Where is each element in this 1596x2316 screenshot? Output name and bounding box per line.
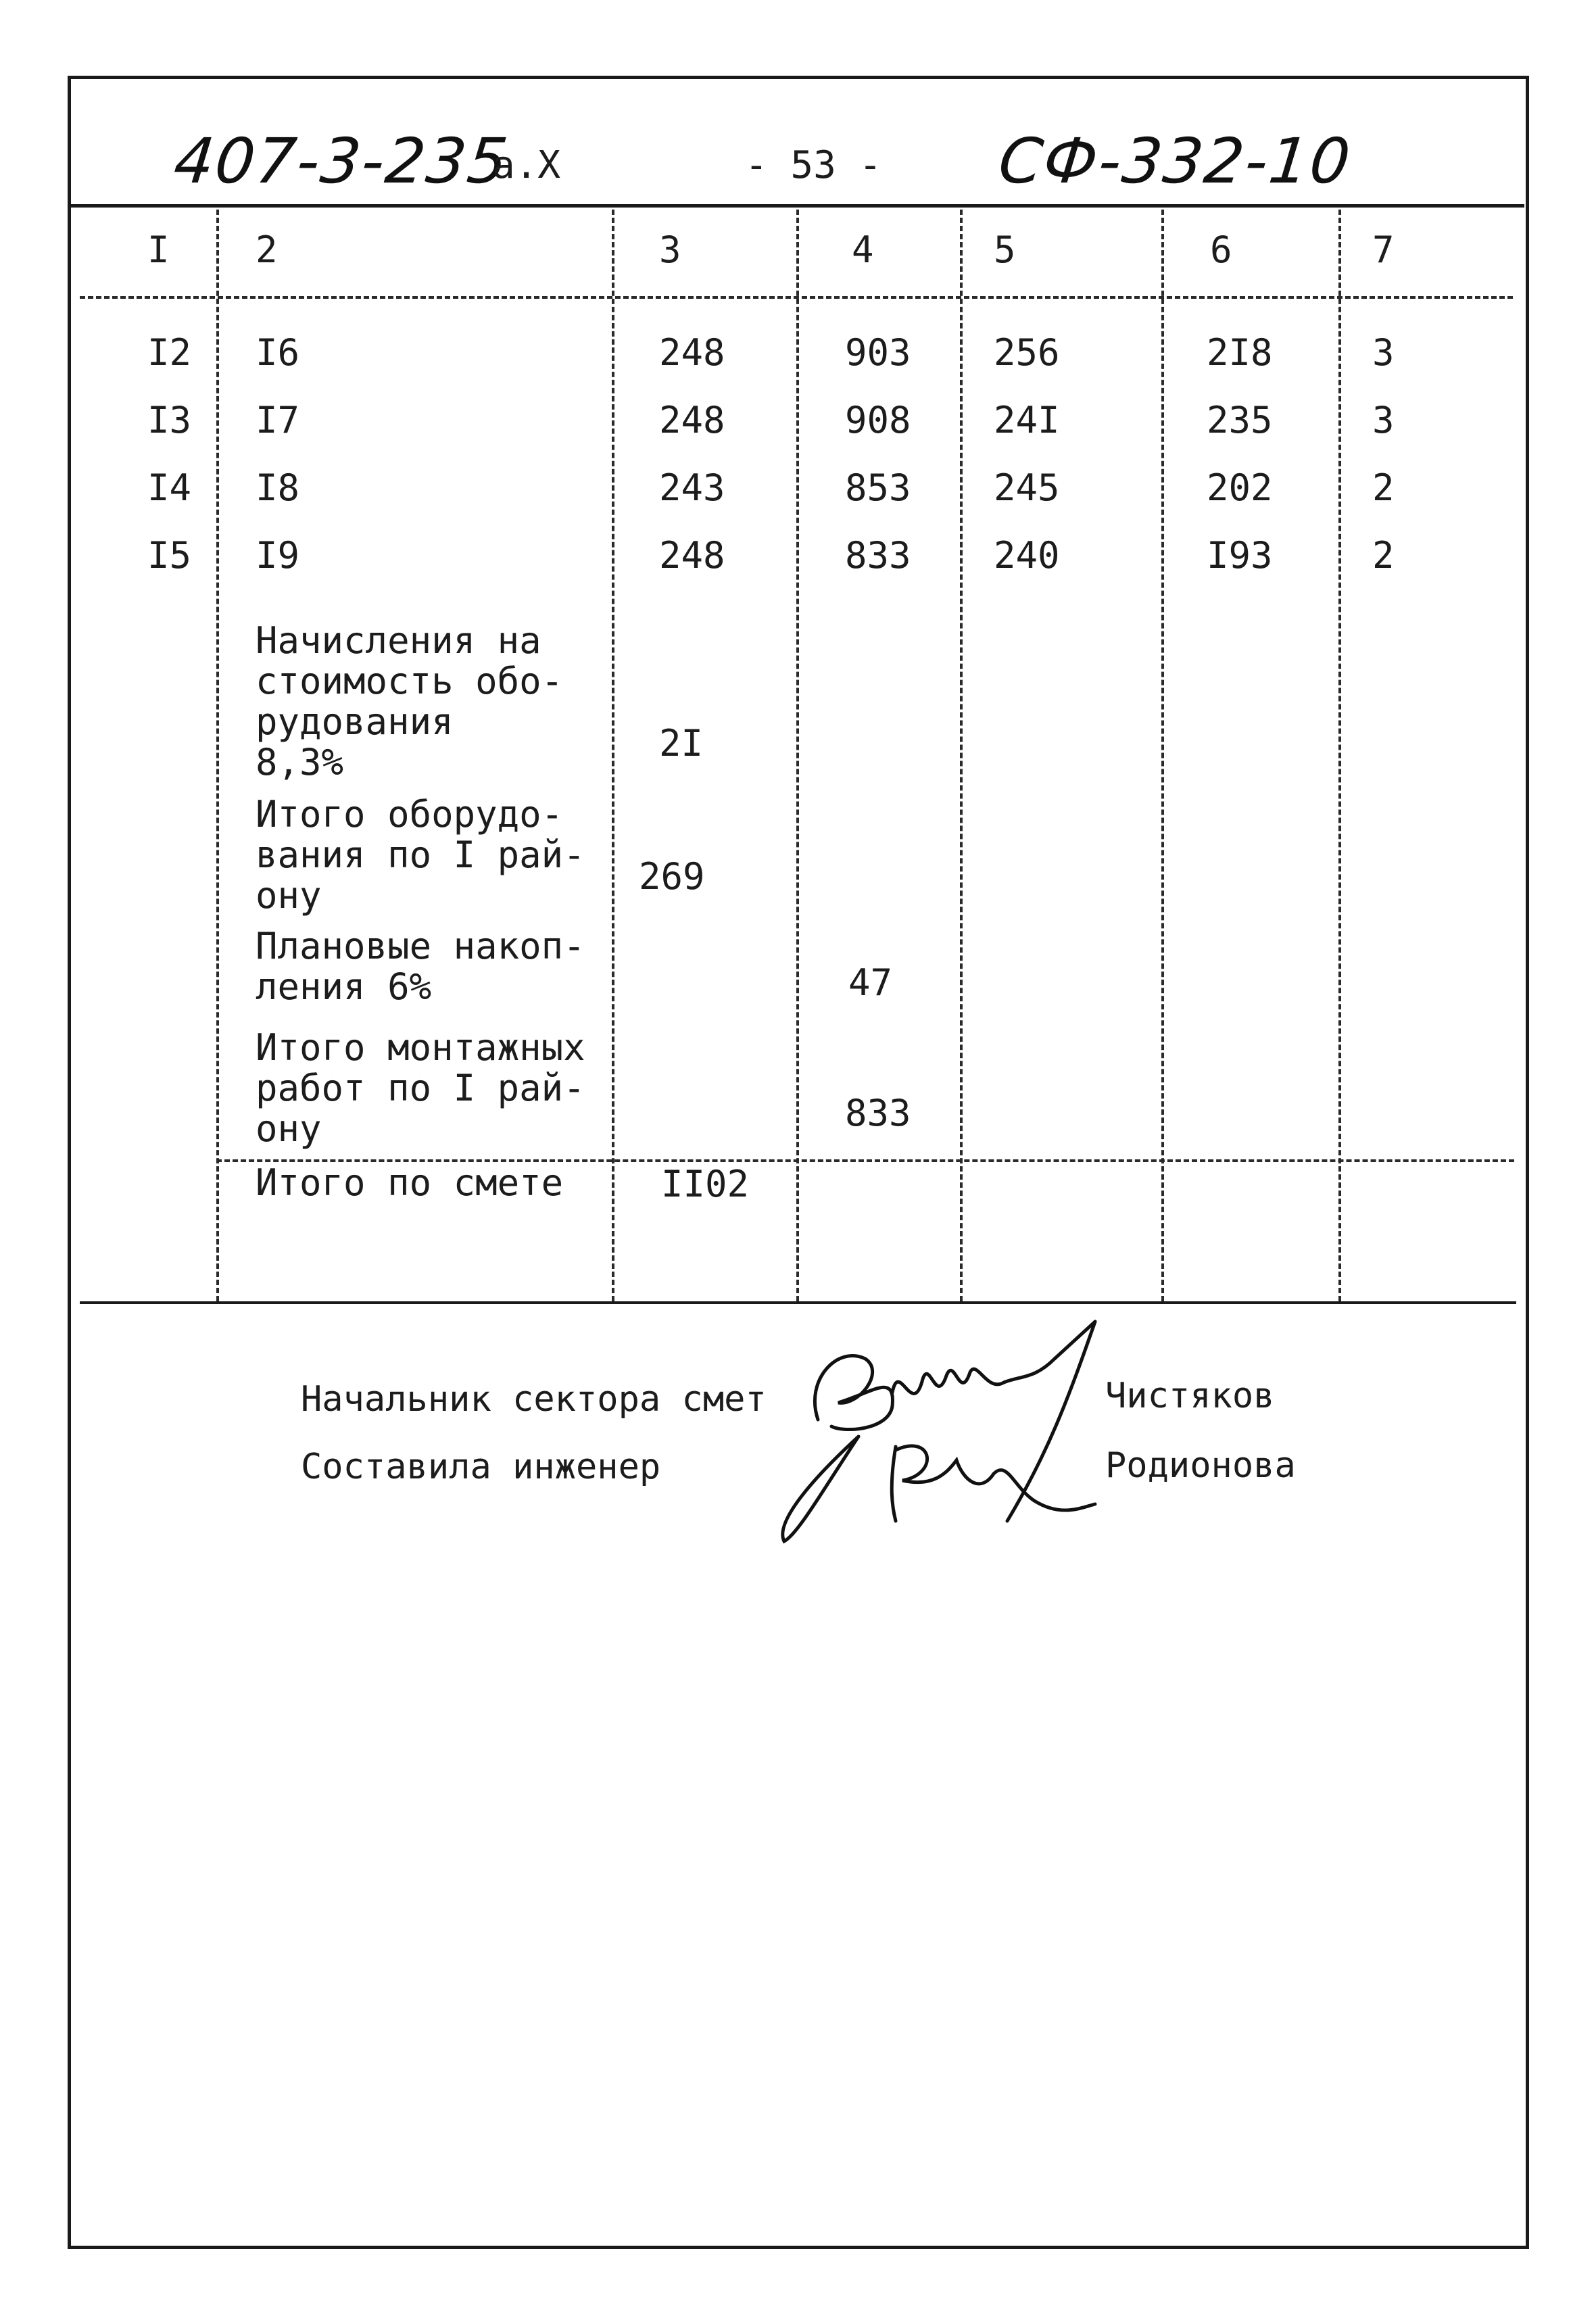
table-cell: 24I [994, 399, 1060, 441]
summary-label-installation-total [256, 1028, 607, 1149]
table-cell: 245 [994, 466, 1060, 509]
header-rule [71, 204, 1524, 208]
summary-label-line: Итого по смете [256, 1161, 564, 1204]
summary-value-estimate-total: II02 [661, 1163, 750, 1205]
document-code: СФ-332-10 [995, 125, 1355, 197]
table-cell: 908 [845, 399, 911, 441]
summary-label-line: ону [256, 1107, 322, 1150]
summary-label-equipment-charges [256, 621, 607, 783]
item-number: I9 [256, 534, 300, 577]
item-number: I6 [256, 331, 300, 374]
column-header: 4 [852, 228, 874, 271]
album-label: a.X [492, 143, 561, 187]
summary-label-line: стоимость обо- [256, 660, 564, 702]
doc-number: 407-3-235 [170, 125, 512, 197]
column-divider-6 [1338, 210, 1341, 1301]
column-divider-4 [960, 210, 963, 1301]
summary-label-line: Плановые накоп- [256, 925, 585, 967]
signer-role: Составила инженер [301, 1447, 661, 1487]
table-cell: 3 [1372, 399, 1395, 441]
table-cell: 243 [659, 466, 725, 509]
signer-role: Начальник сектора смет [301, 1379, 767, 1420]
column-divider-2 [612, 210, 614, 1301]
row-number: I3 [147, 399, 192, 441]
summary-label-line: вания по I рай- [256, 834, 585, 876]
table-cell: 202 [1207, 466, 1273, 509]
table-cell: 240 [994, 534, 1060, 577]
column-header: 5 [994, 228, 1016, 271]
column-header: 6 [1210, 228, 1232, 271]
table-bottom-rule [80, 1301, 1516, 1304]
table-cell: 2 [1372, 466, 1395, 509]
table-cell: 235 [1207, 399, 1273, 441]
item-number: I8 [256, 466, 300, 509]
column-header: 2 [256, 228, 278, 271]
signer-name: Чистяков [1105, 1376, 1275, 1416]
item-number: I7 [256, 399, 300, 441]
summary-label-line: работ по I рай- [256, 1067, 585, 1109]
column-header: 3 [659, 228, 681, 271]
summary-value-planned-savings: 47 [848, 961, 893, 1004]
row-number: I5 [147, 534, 192, 577]
summary-label-line: 8,3% [256, 741, 344, 783]
summary-value-installation-total: 833 [845, 1092, 911, 1134]
signer-name: Родионова [1105, 1445, 1296, 1486]
table-cell: 903 [845, 331, 911, 374]
summary-label-estimate-total [256, 1163, 607, 1203]
table-cell: 2 [1372, 534, 1395, 577]
summary-label-line: ления 6% [256, 965, 432, 1008]
summary-label-line: ону [256, 874, 322, 917]
summary-label-line: Итого монтажных [256, 1026, 585, 1069]
summary-value-equipment-charges: 2I [659, 722, 704, 765]
page-number: - 53 - [745, 143, 882, 187]
table-cell: 833 [845, 534, 911, 577]
column-header: 7 [1372, 228, 1395, 271]
table-cell: 248 [659, 331, 725, 374]
column-divider-5 [1161, 210, 1164, 1301]
summary-label-line: Начисления на [256, 619, 541, 662]
table-cell: 2I8 [1207, 331, 1273, 374]
table-cell: 248 [659, 534, 725, 577]
table-cell: 248 [659, 399, 725, 441]
row-number: I4 [147, 466, 192, 509]
column-header: I [147, 228, 170, 271]
handwritten-signature [777, 1318, 1102, 1548]
summary-label-planned-savings [256, 926, 607, 1007]
table-cell: 3 [1372, 331, 1395, 374]
table-cell: I93 [1207, 534, 1273, 577]
summary-label-equipment-total [256, 794, 607, 916]
table-cell: 853 [845, 466, 911, 509]
row-number: I2 [147, 331, 192, 374]
summary-label-line: Итого оборудо- [256, 793, 564, 836]
column-divider-1 [216, 210, 219, 1301]
table-cell: 256 [994, 331, 1060, 374]
summary-value-equipment-total: 269 [639, 855, 705, 898]
summary-label-line: рудования [256, 700, 454, 743]
column-divider-3 [796, 210, 799, 1301]
